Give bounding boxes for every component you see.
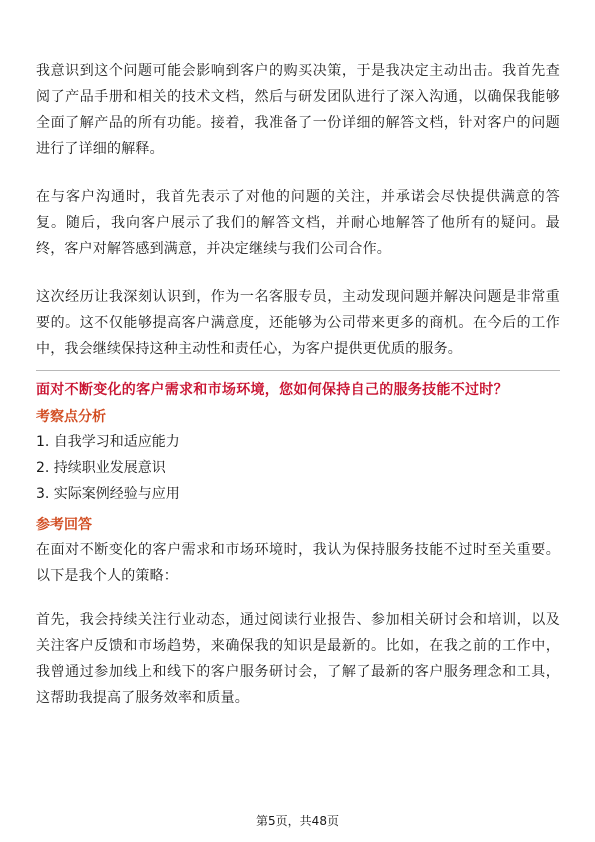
- analysis-title: 考察点分析: [36, 409, 106, 425]
- analysis-point: 2. 持续职业发展意识: [36, 460, 166, 476]
- body-paragraph: 我意识到这个问题可能会影响到客户的购买决策，于是我决定主动出击。我首先查阅了产品手册和相关的技术文档，然后与研发团队进行了深入沟通，以确保我能够全面了解产品的所有功能。接着，我准备了一份详细的解答文档，针对客户的问题进行了详细的解释。: [36, 63, 560, 157]
- document-page: [36, 58, 560, 711]
- answer-paragraph: 首先，我会持续关注行业动态，通过阅读行业报告、参加相关研讨会和培训，以及关注客户反馈和市场趋势，来确保我的知识是最新的。比如，在我之前的工作中，我曾通过参加线上和线下的客户服务研讨会，了解了最新的客户服务理念和工具，这帮助我提高了服务效率和质量。: [36, 612, 560, 706]
- analysis-point: 3. 实际案例经验与应用: [36, 486, 180, 502]
- interview-question: 面对不断变化的客户需求和市场环境，您如何保持自己的服务技能不过时？: [36, 382, 508, 398]
- answer-title: 参考回答: [36, 517, 92, 533]
- body-paragraph: 在与客户沟通时，我首先表示了对他的问题的关注，并承诺会尽快提供满意的答复。随后，我向客户展示了我们的解答文档，并耐心地解答了他所有的疑问。最终，客户对解答感到满意，并决定继续与我们公司合作。: [36, 189, 560, 257]
- page-number: 第5页，共48页: [256, 814, 339, 828]
- answer-paragraph: 在面对不断变化的客户需求和市场环境时，我认为保持服务技能不过时至关重要。以下是我个人的策略：: [36, 542, 560, 584]
- body-paragraph: 这次经历让我深刻认识到，作为一名客服专员，主动发现问题并解决问题是非常重要的。这不仅能够提高客户满意度，还能够为公司带来更多的商机。在今后的工作中，我会继续保持这种主动性和责任心，为客户提供更优质的服务。: [36, 289, 560, 357]
- analysis-point: 1. 自我学习和适应能力: [36, 434, 180, 450]
- section-divider: [36, 370, 560, 371]
